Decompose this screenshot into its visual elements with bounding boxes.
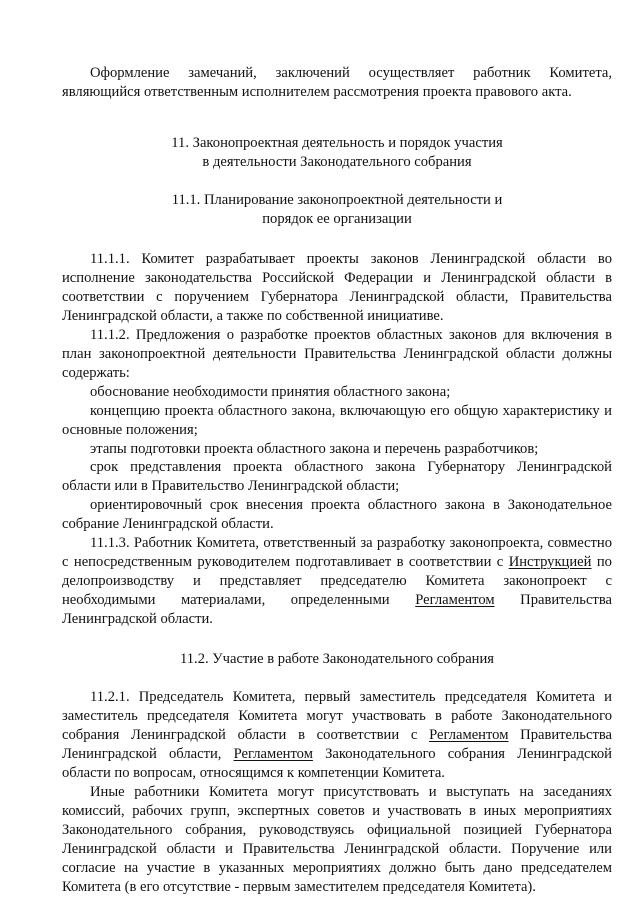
document-page bbox=[62, 64, 612, 896]
paragraph-11-1-3-text: по делопроизводству и представляет председателю Комитета законопроект с необходимыми материалами, определенными bbox=[62, 553, 612, 608]
paragraph-11-2-1-text: 11.2.1. Председатель Комитета, первый заместитель председателя Комитета и заместитель председателя Комитета могут участвовать в работе Законодательного собрания Ленинградской области в соответствии с bbox=[62, 689, 612, 744]
chapter-heading bbox=[62, 134, 612, 172]
government-regulation-link[interactable]: Регламентом bbox=[415, 591, 495, 608]
paragraph-11-2-1 bbox=[62, 688, 612, 783]
paragraph-11-1-1: 11.1.1. Комитет разрабатывает проекты законов Ленинградской области во исполнение законодательства Российской Федерации и Ленинградской области в соответствии с поручением Губернатора Ленинградской области, Правительства Ленинградской области, а также по собственной инициативе. bbox=[62, 251, 612, 325]
section-11-1-heading-line-2: порядок ее организации bbox=[262, 210, 412, 227]
government-regulation-link[interactable]: Регламентом bbox=[429, 727, 509, 744]
paragraph-11-1-2: 11.1.2. Предложения о разработке проектов областных законов для включения в план законопроектной деятельности Правительства Ленинградской области должны содержать: bbox=[62, 327, 612, 381]
paragraph-11-1-3-text: Правительства Ленинградской области. bbox=[62, 591, 612, 627]
intro-paragraph: Оформление замечаний, заключений осуществляет работник Комитета, являющийся ответственным исполнителем рассмотрения проекта правового акта. bbox=[62, 65, 612, 100]
list-item: срок представления проекта областного закона Губернатору Ленинградской области или в Правительство Ленинградской области; bbox=[62, 459, 612, 495]
section-11-2-heading: 11.2. Участие в работе Законодательного собрания bbox=[180, 650, 494, 667]
chapter-heading-line-1: 11. Законопроектная деятельность и порядок участия bbox=[171, 134, 503, 151]
paragraph-11-1-3-text: 11.1.3. Работник Комитета, ответственный за разработку законопроекта, совместно с непосредственным руководителем подготавливает в соответствии с bbox=[62, 535, 612, 570]
paragraph-11-2-1-text: Законодательного собрания Ленинградской области по вопросам, относящимся к компетенции Комитета. bbox=[62, 746, 612, 782]
section-11-1-heading-line-1: 11.1. Планирование законопроектной деятельности и bbox=[171, 191, 503, 208]
paragraph-11-1-3 bbox=[62, 534, 612, 629]
paragraph-other-employees: Иные работники Комитета могут присутствовать и выступать на заседаниях комиссий, рабочих групп, экспертных советов и участвовать в иных мероприятиях Законодательного собрания, руководствуясь официальной позицией Губернатора Ленинградской области и Правительства Ленинградской области. Поручение или согласие на участие в указанных мероприятиях должно быть дано председателем Комитета (в его отсутствие - первым заместителем председателя Комитета). bbox=[62, 784, 612, 895]
section-11-1-heading bbox=[62, 191, 612, 229]
paragraph-11-2-1-text: Правительства Ленинградской области, bbox=[62, 727, 612, 763]
list-item: концепцию проекта областного закона, включающую его общую характеристику и основные положения; bbox=[62, 402, 612, 438]
list-item: ориентировочный срок внесения проекта областного закона в Законодательное собрание Ленинградской области. bbox=[62, 497, 612, 533]
instruction-link[interactable]: Инструкцией bbox=[508, 553, 592, 570]
chapter-heading-line-2: в деятельности Законодательного собрания bbox=[202, 153, 472, 170]
assembly-regulation-link[interactable]: Регламентом bbox=[233, 746, 313, 763]
list-item: обоснование необходимости принятия областного закона; bbox=[90, 383, 451, 400]
list-item: этапы подготовки проекта областного закона и перечень разработчиков; bbox=[90, 440, 539, 457]
